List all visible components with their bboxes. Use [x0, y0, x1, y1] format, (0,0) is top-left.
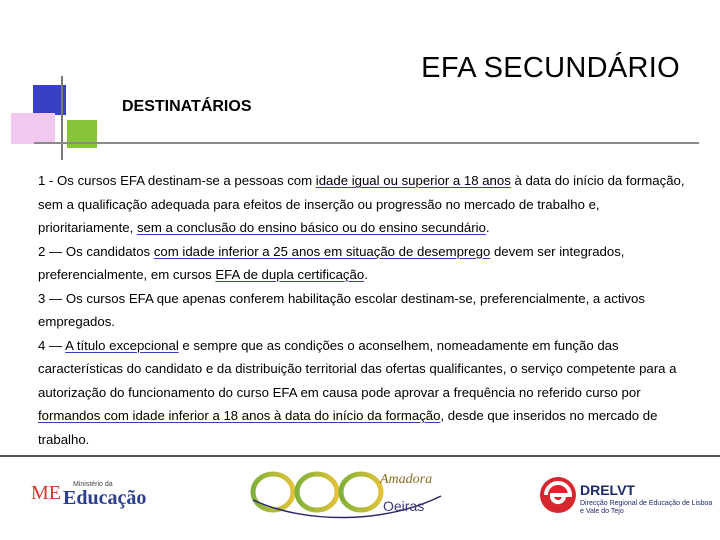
emphasis-underline: formandos com idade inferior a 18 anos à data do início da formação: [38, 408, 441, 423]
emphasis-underline: com idade inferior a 25 anos em situação de desemprego: [153, 243, 491, 259]
slide-title: EFA SECUNDÁRIO: [421, 52, 680, 84]
title-divider: [34, 142, 699, 144]
drelvt-emblem-icon: [538, 463, 578, 527]
drelvt-logo: DRELVT Direcção Regional de Educação de Lisboa e Vale do Tejo: [538, 463, 713, 527]
paragraph-4: 4 — A título excepcional e sempre que as condições o aconselhem, nomeadamente em função das características do candidato e da distribuição territorial das ofertas qualificantes, o serviço competente para a autorização do funcionamento do curso EFA em causa pode aprovar a frequência no referido curso por formandos com idade inferior a 18 anos à data do início da formação, desde que inseridos no mercado de trabalho.: [38, 337, 677, 447]
paragraph-1: 1 - Os cursos EFA destinam-se a pessoas com idade igual ou superior a 18 anos à data do início da formação, sem a qualificação adequada para efeitos de inserção ou progressão no mercado de trabalho e, prioritariamente, sem a conclusão do ensino básico ou do ensino secundário.: [38, 173, 685, 235]
decor-vertical-line: [61, 76, 63, 160]
footer-divider: [0, 455, 720, 457]
ministerio-educacao-logo: ME Ministério da Educação: [31, 481, 147, 509]
emphasis-underline: EFA de dupla certificação: [215, 267, 365, 282]
emphasis-underline: sem a conclusão do ensino básico ou do ensino secundário: [136, 220, 486, 235]
slide-body: [38, 169, 698, 451]
me-mark-icon: ME: [31, 482, 61, 504]
paragraph-3: 3 — Os cursos EFA que apenas conferem habilitação escolar destinam-se, preferencialmente, a activos empregados.: [38, 290, 645, 329]
eae-logo: Amadora Oeiras: [245, 462, 445, 522]
emphasis-underline: idade igual ou superior a 18 anos: [315, 173, 511, 188]
paragraph-2: 2 — Os candidatos com idade inferior a 25 anos em situação de desemprego devem ser integrados, preferencialmente, em cursos EFA de dupla certificação.: [38, 243, 625, 282]
slide-subtitle: DESTINATÁRIOS: [122, 98, 252, 115]
emphasis-underline: A título excepcional: [65, 337, 179, 353]
decor-pink-square: [11, 113, 55, 144]
